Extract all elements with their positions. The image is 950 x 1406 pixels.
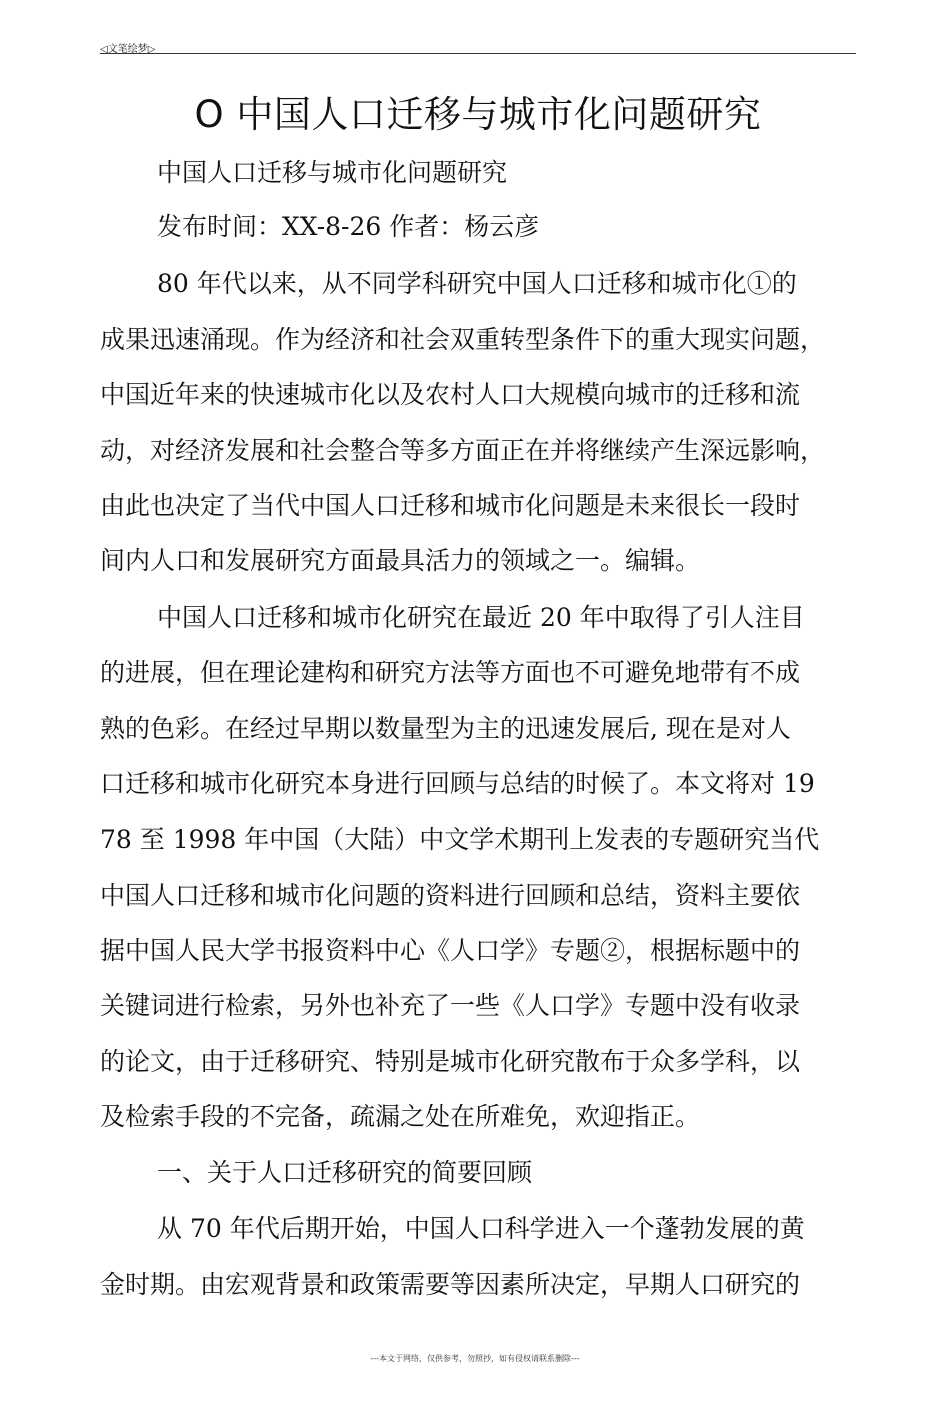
- subtitle-line: 中国人口迁移与城市化问题研究: [157, 158, 508, 187]
- text-line: 熟的色彩。在经过早期以数量型为主的迅速发展后, 现在是对人: [100, 714, 791, 743]
- header-rule: [100, 53, 856, 54]
- text-line: 及检索手段的不完备，疏漏之处在所难免，欢迎指正。: [100, 1102, 701, 1131]
- text-line: 间内人口和发展研究方面最具活力的领域之一。编辑。: [100, 546, 701, 575]
- text-line: 从 70 年代后期开始，中国人口科学进入一个蓬勃发展的黄: [157, 1214, 805, 1243]
- heading-line: 一、关于人口迁移研究的简要回顾: [157, 1158, 533, 1187]
- text-line: 口迁移和城市化研究本身进行回顾与总结的时候了。本文将对 19: [100, 769, 815, 798]
- text-line: 的论文，由于迁移研究、特别是城市化研究散布于众多学科，以: [100, 1047, 801, 1076]
- text-line: 动，对经济发展和社会整合等多方面正在并将继续产生深远影响，: [100, 436, 826, 465]
- text-line: 中国近年来的快速城市化以及农村人口大规模向城市的迁移和流: [100, 380, 801, 409]
- text-line: 关键词进行检索，另外也补充了一些《人口学》专题中没有收录: [100, 991, 801, 1020]
- text-line: 据中国人民大学书报资料中心《人口学》专题②，根据标题中的: [100, 936, 801, 965]
- text-line: 80 年代以来，从不同学科研究中国人口迁移和城市化①的: [157, 269, 797, 298]
- header-text: ◁文笔绘梦▷: [100, 44, 156, 55]
- text-line: 78 至 1998 年中国（大陆）中文学术期刊上发表的专题研究当代: [100, 825, 820, 854]
- text-line: 中国人口迁移和城市化研究在最近 20 年中取得了引人注目: [157, 603, 805, 632]
- text-line: 的进展，但在理论建构和研究方法等方面也不可避免地带有不成: [100, 658, 801, 687]
- text-line: 中国人口迁移和城市化问题的资料进行回顾和总结，资料主要依: [100, 881, 801, 910]
- text-line: 成果迅速涌现。作为经济和社会双重转型条件下的重大现实问题，: [100, 325, 826, 354]
- text-line: 由此也决定了当代中国人口迁移和城市化问题是未来很长一段时: [100, 491, 801, 520]
- page-footer: ---本文于网络，仅供参考，勿照抄，如有侵权请联系删除---: [370, 1354, 580, 1363]
- meta-line: 发布时间：XX-8-26 作者：杨云彦: [157, 212, 540, 241]
- text-line: 金时期。由宏观背景和政策需要等因素所决定，早期人口研究的: [100, 1270, 801, 1299]
- document-title: O 中国人口迁移与城市化问题研究: [194, 93, 762, 136]
